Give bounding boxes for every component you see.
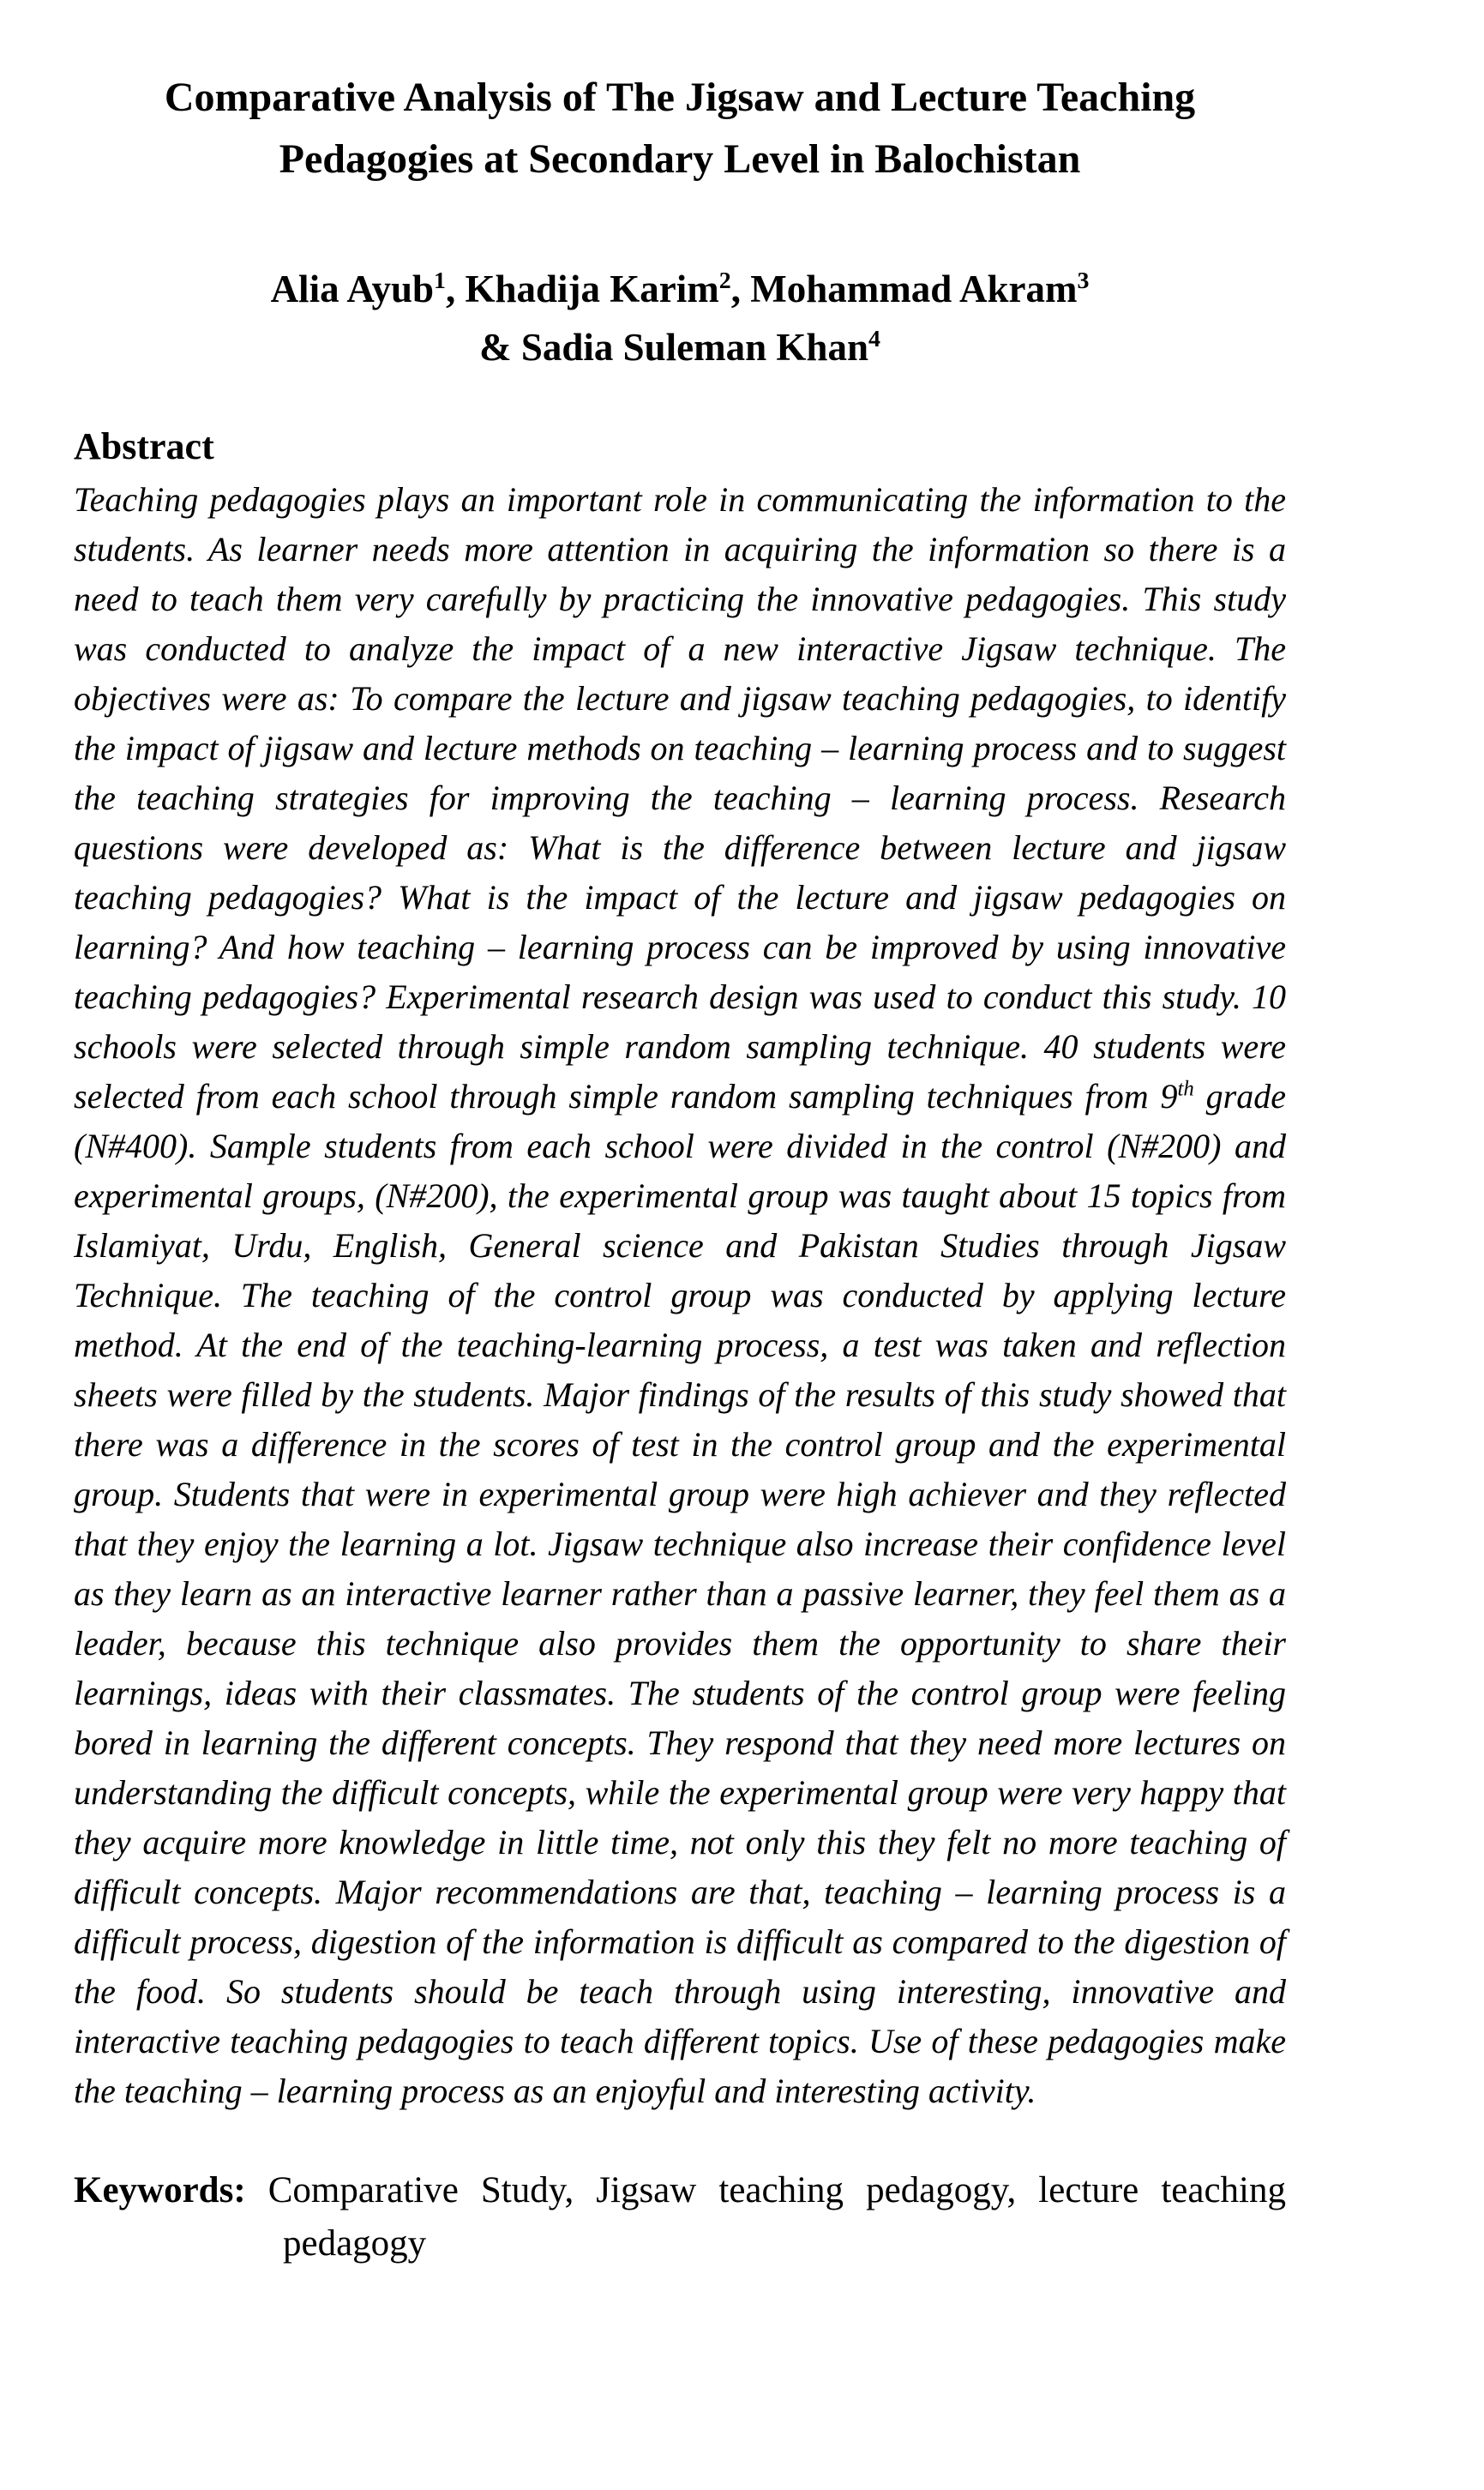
keywords-label: Keywords: bbox=[74, 2170, 246, 2210]
paper-title-line-1: Comparative Analysis of The Jigsaw and Lecture Teaching bbox=[164, 75, 1196, 120]
abstract-text-part-1: Teaching pedagogies plays an important role in communicating the information to the students. As learner needs more attention in acquiring the information so there is a need to teach them very carefully by practicing the innovative pedagogies. This study was conducted to analyze the impact of a new interactive Jigsaw technique. The objectives were as: To compare the lecture and jigsaw teaching pedagogies, to identify the impact of jigsaw and lecture methods on teaching – learning process and to suggest the teaching strategies for improving the teaching – learning process. Research questions were developed as: What is the difference between lecture and jigsaw teaching pedagogies? What is the impact of the lecture and jigsaw pedagogies on learning? And how teaching – learning process can be improved by using innovative teaching pedagogies? Experimental research design was used to conduct this study. 10 schools were selected through simple random sampling technique. 40 students were selected from each school through simple random sampling techniques from 9 bbox=[74, 480, 1286, 1116]
author-separator: , bbox=[730, 268, 751, 310]
abstract-heading: Abstract bbox=[74, 425, 214, 467]
abstract-body bbox=[74, 475, 1286, 2116]
author-2-affiliation-superscript: 2 bbox=[718, 268, 731, 294]
authors-line-2 bbox=[74, 319, 1286, 377]
abstract-text-part-2: grade (N#400). Sample students from each school were divided in the control (N#200) and experimental groups, (N#200), the experimental group was taught about 15 topics from Islamiyat, Urdu, English, General science and Pakistan Studies through Jigsaw Technique. The teaching of the control group was conducted by applying lecture method. At the end of the teaching-learning process, a test was taken and reflection sheets were filled by the students. Major findings of the results of this study showed that there was a difference in the scores of test in the control group and the experimental group. Students that were in experimental group were high achiever and they reflected that they enjoy the learning a lot. Jigsaw technique also increase their confidence level as they learn as an interactive learner rather than a passive learner, they feel them as a leader, because this technique also provides them the opportunity to share their learnings, ideas with their classmates. The students of the control group were feeling bored in learning the different concepts. They respond that they need more lectures on understanding the difficult concepts, while the experimental group were very happy that they acquire more knowledge in little time, not only this they felt no more teaching of difficult concepts. Major recommendations are that, teaching – learning process is a difficult process, digestion of the information is difficult as compared to the digestion of the food. So students should be teach through using interesting, innovative and interactive teaching pedagogies to teach different topics. Use of these pedagogies make the teaching – learning process as an enjoyful and interesting activity. bbox=[74, 1077, 1286, 2110]
author-separator: , bbox=[446, 268, 466, 310]
author-4-affiliation-superscript: 4 bbox=[868, 325, 880, 352]
authors-line-1 bbox=[74, 261, 1286, 319]
author-2-name: Khadija Karim bbox=[465, 268, 719, 310]
ordinal-superscript: th bbox=[1177, 1077, 1194, 1101]
authors-block bbox=[74, 261, 1286, 376]
author-1-affiliation-superscript: 1 bbox=[434, 268, 446, 294]
author-3-name: Mohammad Akram bbox=[750, 268, 1078, 310]
paper-title bbox=[74, 67, 1286, 190]
author-1-name: Alia Ayub bbox=[270, 268, 435, 310]
keywords-block bbox=[74, 2164, 1286, 2270]
author-4-name: & Sadia Suleman Khan bbox=[479, 325, 868, 369]
author-3-affiliation-superscript: 3 bbox=[1077, 268, 1090, 294]
paper-title-line-2: Pedagogies at Secondary Level in Balochistan bbox=[279, 136, 1081, 182]
keywords-text: Comparative Study, Jigsaw teaching pedagogy, lecture teaching pedagogy bbox=[245, 2170, 1286, 2264]
